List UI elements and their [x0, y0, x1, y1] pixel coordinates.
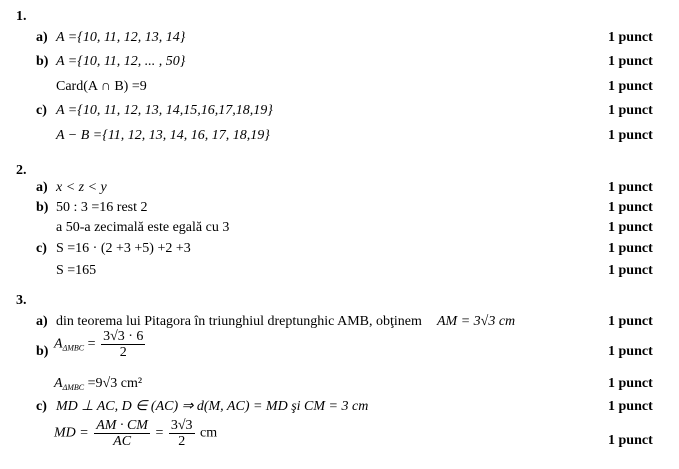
problem-2a-label: a) — [36, 180, 48, 195]
problem-3c-math: MD ⊥ AC, D ∈ (AC) ⇒ d(M, AC) = MD şi CM = 3 cm — [56, 399, 369, 414]
points-1b2: 1 punct — [608, 79, 653, 94]
problem-1c-math: A ={10, 11, 12, 13, 14,15,16,17,18,19} — [56, 103, 273, 118]
problem-3-number: 3. — [16, 293, 27, 308]
equals-sign-2: = — [155, 425, 164, 441]
md-fraction-2 — [169, 418, 195, 449]
md-fraction-2-numerator: 3√3 — [170, 418, 193, 433]
points-1b: 1 punct — [608, 54, 653, 69]
problem-3b-line2 — [54, 376, 142, 396]
problem-1b-line2: Card(A ∩ B) =9 — [56, 79, 147, 94]
points-2b2: 1 punct — [608, 220, 653, 235]
problem-2b-label: b) — [36, 200, 49, 215]
area-subscript: ΔMBC — [62, 343, 85, 353]
problem-2-number: 2. — [16, 163, 27, 178]
problem-2c-math: S =16 · (2 +3 +5) +2 +3 — [56, 241, 191, 256]
problem-1-number: 1. — [16, 9, 27, 24]
points-2a: 1 punct — [608, 180, 653, 195]
problem-3a-label: a) — [36, 314, 48, 329]
md-fraction-2-denominator: 2 — [178, 434, 186, 449]
points-1c: 1 punct — [608, 103, 653, 118]
problem-1a-label: a) — [36, 30, 48, 45]
points-3b: 1 punct — [608, 344, 653, 359]
area-subscript-2: ΔMBC — [62, 383, 85, 392]
points-1a: 1 punct — [608, 30, 653, 45]
points-3c: 1 punct — [608, 399, 653, 414]
problem-1b-label: b) — [36, 54, 49, 69]
area-result: =9√3 cm² — [87, 376, 143, 391]
md-fraction-1 — [94, 418, 150, 449]
problem-1c-label: c) — [36, 103, 47, 118]
problem-2b-math: 50 : 3 =16 rest 2 — [56, 200, 148, 215]
points-1c2: 1 punct — [608, 128, 653, 143]
equals-sign: = — [87, 336, 96, 352]
problem-3c-label: c) — [36, 399, 47, 414]
problem-2a-math: x < z < y — [56, 180, 107, 195]
problem-1c-line2: A − B ={11, 12, 13, 14, 16, 17, 18,19} — [56, 128, 270, 143]
problem-1a-math: A ={10, 11, 12, 13, 14} — [56, 30, 186, 45]
points-3c2: 1 punct — [608, 433, 653, 448]
points-2c: 1 punct — [608, 241, 653, 256]
md-unit: cm — [200, 425, 218, 441]
md-lhs: MD = — [54, 425, 89, 441]
points-3b2: 1 punct — [608, 376, 653, 391]
area-symbol-2: A — [54, 376, 63, 391]
problem-3a-math: AM = 3√3 cm — [437, 314, 516, 329]
md-fraction-1-denominator: AC — [113, 434, 132, 449]
problem-2c-label: c) — [36, 241, 47, 256]
fraction-numerator: 3√3 · 6 — [103, 329, 144, 344]
problem-3a-text: din teorema lui Pitagora în triunghiul dreptunghic AMB, obţinem — [56, 314, 422, 329]
problem-1b-math: A ={10, 11, 12, ... , 50} — [56, 54, 186, 69]
points-2b: 1 punct — [608, 200, 653, 215]
problem-2c-line2: S =165 — [56, 263, 97, 278]
fraction-denominator: 2 — [119, 345, 127, 360]
points-3a: 1 punct — [608, 314, 653, 329]
problem-3c-formula — [54, 418, 217, 449]
area-symbol: A — [54, 336, 63, 352]
md-fraction-1-numerator: AM · CM — [96, 418, 148, 433]
problem-3b-formula — [54, 329, 147, 360]
problem-2b-line2: a 50-a zecimală este egală cu 3 — [56, 220, 230, 235]
points-2c2: 1 punct — [608, 263, 653, 278]
problem-3b-label: b) — [36, 344, 49, 359]
area-fraction — [101, 329, 145, 360]
